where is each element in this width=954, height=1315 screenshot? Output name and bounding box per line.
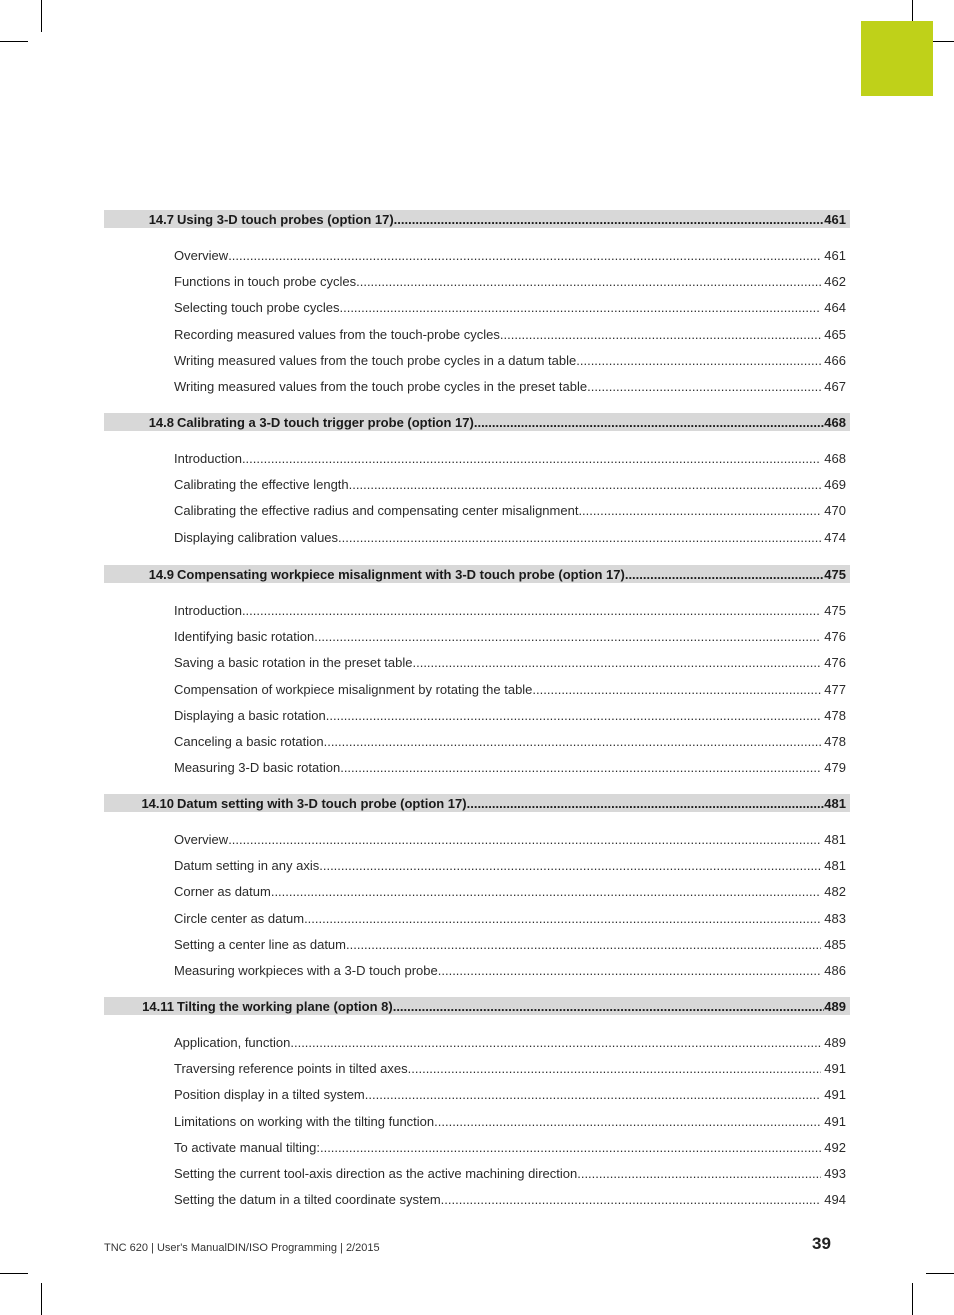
toc-entry[interactable] (174, 325, 846, 343)
entry-page: 464 (824, 299, 846, 315)
entry-page: 475 (824, 602, 846, 618)
dot-leader (393, 999, 825, 1014)
entry-title: Setting a center line as datum (174, 936, 346, 952)
dot-leader (228, 832, 821, 847)
entry-title: Traversing reference points in tilted axes (174, 1060, 408, 1076)
dot-leader (474, 415, 824, 430)
toc-entry[interactable] (174, 1112, 846, 1130)
entry-page: 479 (824, 759, 846, 775)
entry-page: 483 (824, 910, 846, 926)
toc-entry[interactable] (174, 528, 846, 546)
dot-leader (408, 1061, 822, 1076)
entry-title: Measuring 3-D basic rotation (174, 759, 341, 775)
entry-title: Recording measured values from the touch-probe cycles (174, 326, 500, 342)
toc-entry[interactable] (174, 856, 846, 874)
entry-page: 491 (824, 1086, 846, 1102)
entry-title: Identifying basic rotation (174, 628, 315, 644)
entry-page: 468 (824, 450, 846, 466)
entry-page: 465 (824, 326, 846, 342)
section-page: 468 (824, 414, 846, 430)
toc-entry[interactable] (174, 961, 846, 979)
section-number: 14.8 (148, 414, 174, 430)
dot-leader (326, 708, 822, 723)
toc-entry[interactable] (174, 1190, 846, 1208)
dot-leader (441, 1192, 822, 1207)
toc-entry[interactable] (174, 351, 846, 369)
entry-page: 492 (824, 1139, 846, 1155)
dot-leader (578, 503, 821, 518)
entry-title: Corner as datum (174, 883, 271, 899)
page-number: 39 (812, 1234, 831, 1253)
section-heading[interactable] (104, 997, 850, 1015)
section-title: Compensating workpiece misalignment with 3-D touch probe (option 17) (177, 566, 625, 582)
dot-leader (242, 603, 821, 618)
toc-entry[interactable] (174, 627, 846, 645)
dot-leader (394, 212, 825, 227)
section-heading[interactable] (104, 413, 850, 431)
section-number: 14.7 (148, 211, 174, 227)
dot-leader (356, 274, 821, 289)
toc-entry[interactable] (174, 909, 846, 927)
entry-page: 478 (824, 733, 846, 749)
entry-title: Introduction (174, 450, 242, 466)
entry-title: Calibrating the effective radius and compensating center misalignment (174, 502, 579, 518)
toc-entry[interactable] (174, 601, 846, 619)
entry-title: Circle center as datum (174, 910, 305, 926)
entry-page: 494 (824, 1191, 846, 1207)
section-title: Datum setting with 3-D touch probe (option 17) (177, 795, 467, 811)
dot-leader (242, 451, 821, 466)
toc-entry[interactable] (174, 298, 846, 316)
entry-title: Functions in touch probe cycles (174, 273, 357, 289)
toc-entry[interactable] (174, 732, 846, 750)
dot-leader (625, 567, 824, 582)
toc-entry[interactable] (174, 706, 846, 724)
entry-page: 474 (824, 529, 846, 545)
toc-entry[interactable] (174, 272, 846, 290)
dot-leader (339, 300, 821, 315)
entry-page: 476 (824, 654, 846, 670)
entry-title: Selecting touch probe cycles (174, 299, 340, 315)
entry-title: Introduction (174, 602, 242, 618)
entry-page: 486 (824, 962, 846, 978)
toc-entry[interactable] (174, 501, 846, 519)
toc-entry[interactable] (174, 935, 846, 953)
dot-leader (314, 629, 821, 644)
entry-page: 478 (824, 707, 846, 723)
entry-title: Overview (174, 247, 229, 263)
entry-page: 470 (824, 502, 846, 518)
entry-page: 477 (824, 681, 846, 697)
dot-leader (500, 327, 821, 342)
dot-leader (304, 911, 821, 926)
dot-leader (438, 963, 822, 978)
entry-page: 481 (824, 857, 846, 873)
entry-title: Position display in a tilted system (174, 1086, 365, 1102)
toc-entry[interactable] (174, 653, 846, 671)
toc-entry[interactable] (174, 882, 846, 900)
entry-page: 493 (824, 1165, 846, 1181)
section-number: 14.9 (148, 566, 174, 582)
toc-entry[interactable] (174, 1138, 846, 1156)
entry-page: 482 (824, 883, 846, 899)
entry-title: Setting the current tool-axis direction as the active machining direction (174, 1165, 578, 1181)
entry-page: 476 (824, 628, 846, 644)
entry-title: Overview (174, 831, 229, 847)
toc-entry[interactable] (174, 1059, 846, 1077)
entry-title: Displaying a basic rotation (174, 707, 326, 723)
dot-leader (324, 734, 822, 749)
section-page: 475 (824, 566, 846, 582)
dot-leader (587, 379, 821, 394)
toc-entry[interactable] (174, 1033, 846, 1051)
toc-entry[interactable] (174, 758, 846, 776)
entry-page: 481 (824, 831, 846, 847)
entry-page: 462 (824, 273, 846, 289)
entry-page: 469 (824, 476, 846, 492)
toc-entry[interactable] (174, 1164, 846, 1182)
section-title: Calibrating a 3-D touch trigger probe (option 17) (177, 414, 474, 430)
dot-leader (338, 530, 821, 545)
section-number: 14.10 (141, 795, 174, 811)
section-title: Tilting the working plane (option 8) (177, 998, 393, 1014)
entry-title: Calibrating the effective length (174, 476, 349, 492)
entry-title: Setting the datum in a tilted coordinate system (174, 1191, 441, 1207)
toc-entry[interactable] (174, 1085, 846, 1103)
dot-leader (340, 760, 821, 775)
entry-page: 461 (824, 247, 846, 263)
entry-page: 467 (824, 378, 846, 394)
section-heading[interactable] (104, 794, 850, 812)
section-number: 14.11 (142, 998, 174, 1014)
entry-page: 466 (824, 352, 846, 368)
entry-title: Datum setting in any axis (174, 857, 320, 873)
entry-title: Writing measured values from the touch probe cycles in the preset table (174, 378, 588, 394)
dot-leader (412, 655, 821, 670)
toc-entry[interactable] (174, 475, 846, 493)
dot-leader (228, 248, 821, 263)
dot-leader (365, 1087, 822, 1102)
entry-title: Canceling a basic rotation (174, 733, 324, 749)
entry-title: Application, function (174, 1034, 291, 1050)
entry-page: 485 (824, 936, 846, 952)
entry-title: Saving a basic rotation in the preset table (174, 654, 413, 670)
section-heading[interactable] (104, 210, 850, 228)
dot-leader (271, 884, 821, 899)
toc-entry[interactable] (174, 680, 846, 698)
entry-title: Writing measured values from the touch probe cycles in a datum table (174, 352, 577, 368)
toc-entry[interactable] (174, 377, 846, 395)
dot-leader (319, 858, 821, 873)
dot-leader (320, 1140, 821, 1155)
entry-page: 489 (824, 1034, 846, 1050)
dot-leader (577, 1166, 821, 1181)
dot-leader (290, 1035, 821, 1050)
section-title: Using 3-D touch probes (option 17) (177, 211, 394, 227)
entry-page: 491 (824, 1060, 846, 1076)
section-page: 461 (824, 211, 846, 227)
toc-entry[interactable] (174, 246, 846, 264)
section-page: 489 (824, 998, 846, 1014)
entry-title: Measuring workpieces with a 3-D touch probe (174, 962, 438, 978)
dot-leader (467, 796, 825, 811)
dot-leader (576, 353, 821, 368)
entry-title: Limitations on working with the tilting function (174, 1113, 435, 1129)
entry-title: Displaying calibration values (174, 529, 339, 545)
dot-leader (434, 1114, 821, 1129)
dot-leader (346, 937, 821, 952)
page-footer: TNC 620 | User's ManualDIN/ISO Programming | 2/2015 (104, 1242, 380, 1254)
section-heading[interactable] (104, 565, 850, 583)
dot-leader (349, 477, 822, 492)
section-page: 481 (824, 795, 846, 811)
entry-title: To activate manual tilting: (174, 1139, 320, 1155)
entry-page: 491 (824, 1113, 846, 1129)
entry-title: Compensation of workpiece misalignment by rotating the table (174, 681, 533, 697)
dot-leader (532, 682, 821, 697)
toc-entry[interactable] (174, 449, 846, 467)
toc-entry[interactable] (174, 830, 846, 848)
